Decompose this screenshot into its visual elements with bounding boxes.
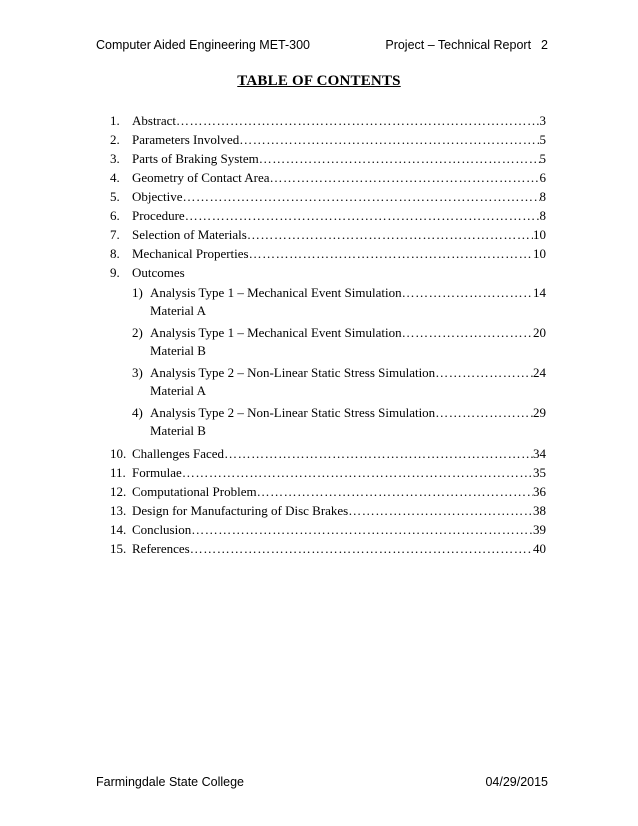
toc-subentry-number: 4) (132, 405, 143, 420)
toc-entry-number: 8. (110, 246, 120, 261)
toc-entry-page: 8 (539, 189, 546, 204)
toc-subentry-material: Material B (150, 423, 206, 438)
toc-entry-label: Mechanical Properties (132, 246, 249, 261)
toc-entry-label: References (132, 541, 190, 556)
toc-leader-dots (249, 245, 533, 263)
toc-subentry-material: Material A (150, 383, 206, 398)
toc-subentry (110, 364, 546, 398)
toc-subentry-label: Analysis Type 2 – Non-Linear Static Stress Simulation (150, 405, 436, 420)
toc-entry (110, 188, 546, 206)
toc-entry (110, 483, 546, 501)
toc-leader-dots (402, 284, 533, 302)
toc-entry-label: Parts of Braking System (132, 151, 259, 166)
toc-entry (110, 150, 546, 168)
toc-entry-label: Objective (132, 189, 183, 204)
toc-entry-number: 14. (110, 522, 127, 537)
header-page-number: 2 (541, 38, 548, 52)
toc-entry-number: 6. (110, 208, 120, 223)
toc-entry-page: 34 (533, 446, 546, 461)
toc-leader-dots (239, 131, 539, 149)
toc-entry (110, 245, 546, 263)
toc-leader-dots (259, 150, 540, 168)
toc-entry-number: 13. (110, 503, 127, 518)
toc-entry-label: Selection of Materials (132, 227, 247, 242)
toc-entry-page: 35 (533, 465, 546, 480)
toc-entry-number: 5. (110, 189, 120, 204)
toc-leader-dots (191, 521, 533, 539)
header-report-label: Project – Technical Report (385, 38, 532, 52)
toc-leader-dots (183, 188, 540, 206)
toc-leader-dots (224, 445, 533, 463)
toc-entry-number: 7. (110, 227, 120, 242)
toc-subentry-page: 24 (533, 365, 546, 380)
toc-leader-dots (348, 502, 533, 520)
toc-entry-outcomes (110, 264, 546, 282)
toc-subentry-page: 29 (533, 405, 546, 420)
toc-subentry-page: 20 (533, 325, 546, 340)
footer-date: 04/29/2015 (485, 775, 548, 789)
toc-entry-label: Computational Problem (132, 484, 257, 499)
toc-entry (110, 540, 546, 558)
toc-entry (110, 207, 546, 225)
toc-leader-dots (190, 540, 533, 558)
toc-entry-number: 3. (110, 151, 120, 166)
toc-leader-dots (270, 169, 540, 187)
toc-entry-number: 2. (110, 132, 120, 147)
toc-entry-number: 12. (110, 484, 127, 499)
toc-entry-page: 8 (539, 208, 546, 223)
toc-entry (110, 521, 546, 539)
toc-subentry-label: Analysis Type 1 – Mechanical Event Simulation (150, 325, 402, 340)
toc-entry-number: 15. (110, 541, 127, 556)
toc-entry (110, 112, 546, 130)
toc-entry-label: Procedure (132, 208, 185, 223)
toc-subentry (110, 284, 546, 318)
toc-entry-label: Outcomes (132, 265, 185, 280)
toc-entry (110, 445, 546, 463)
toc-leader-dots (435, 404, 533, 422)
toc-entry-label: Formulae (132, 465, 182, 480)
page-title: TABLE OF CONTENTS (237, 73, 401, 89)
toc-leader-dots (402, 324, 533, 342)
toc-entry (110, 464, 546, 482)
toc-entry-label: Conclusion (132, 522, 192, 537)
toc-entry-page: 10 (533, 246, 546, 261)
toc-entry-number: 4. (110, 170, 120, 185)
footer-institution: Farmingdale State College (96, 775, 244, 789)
toc-entry-page: 10 (533, 227, 546, 242)
toc-entry-label: Parameters Involved (132, 132, 240, 147)
toc-entry-page: 5 (539, 132, 546, 147)
toc-leader-dots (435, 364, 533, 382)
toc-entry-page: 38 (533, 503, 546, 518)
toc-entry (110, 169, 546, 187)
toc-subentry-number: 2) (132, 325, 143, 340)
toc-leader-dots (247, 226, 533, 244)
toc-entry-number: 9. (110, 265, 120, 280)
toc-entry-label: Geometry of Contact Area (132, 170, 270, 185)
toc-subentry-label: Analysis Type 2 – Non-Linear Static Stress Simulation (150, 365, 436, 380)
toc-entry-label: Abstract (132, 113, 177, 128)
toc-leader-dots (257, 483, 533, 501)
header-course-title: Computer Aided Engineering MET-300 (96, 38, 311, 52)
toc-leader-dots (176, 112, 539, 130)
toc-entry-page: 40 (533, 541, 546, 556)
toc-entry-number: 11. (110, 465, 126, 480)
toc-subentry-material: Material B (150, 343, 206, 358)
toc-entry (110, 502, 546, 520)
toc-leader-dots (182, 464, 533, 482)
toc-entry (110, 226, 546, 244)
toc-entry-page: 39 (533, 522, 546, 537)
toc-subentry (110, 404, 546, 438)
toc-subentry (110, 324, 546, 358)
toc-entry-label: Design for Manufacturing of Disc Brakes (132, 503, 349, 518)
toc-subentry-page: 14 (533, 285, 546, 300)
toc-entry-page: 3 (539, 113, 546, 128)
toc-subentry-number: 3) (132, 365, 143, 380)
toc-entry-number: 1. (110, 113, 120, 128)
toc-entry-number: 10. (110, 446, 127, 461)
toc-subentry-label: Analysis Type 1 – Mechanical Event Simulation (150, 285, 402, 300)
toc-leader-dots (185, 207, 540, 225)
toc-entry-page: 36 (533, 484, 546, 499)
toc-entry (110, 131, 546, 149)
toc-subentry-number: 1) (132, 285, 143, 300)
toc-subentry-material: Material A (150, 303, 206, 318)
header-report-title (385, 37, 548, 53)
toc-entry-page: 6 (539, 170, 546, 185)
toc-entry-label: Challenges Faced (132, 446, 225, 461)
toc-entry-page: 5 (539, 151, 546, 166)
